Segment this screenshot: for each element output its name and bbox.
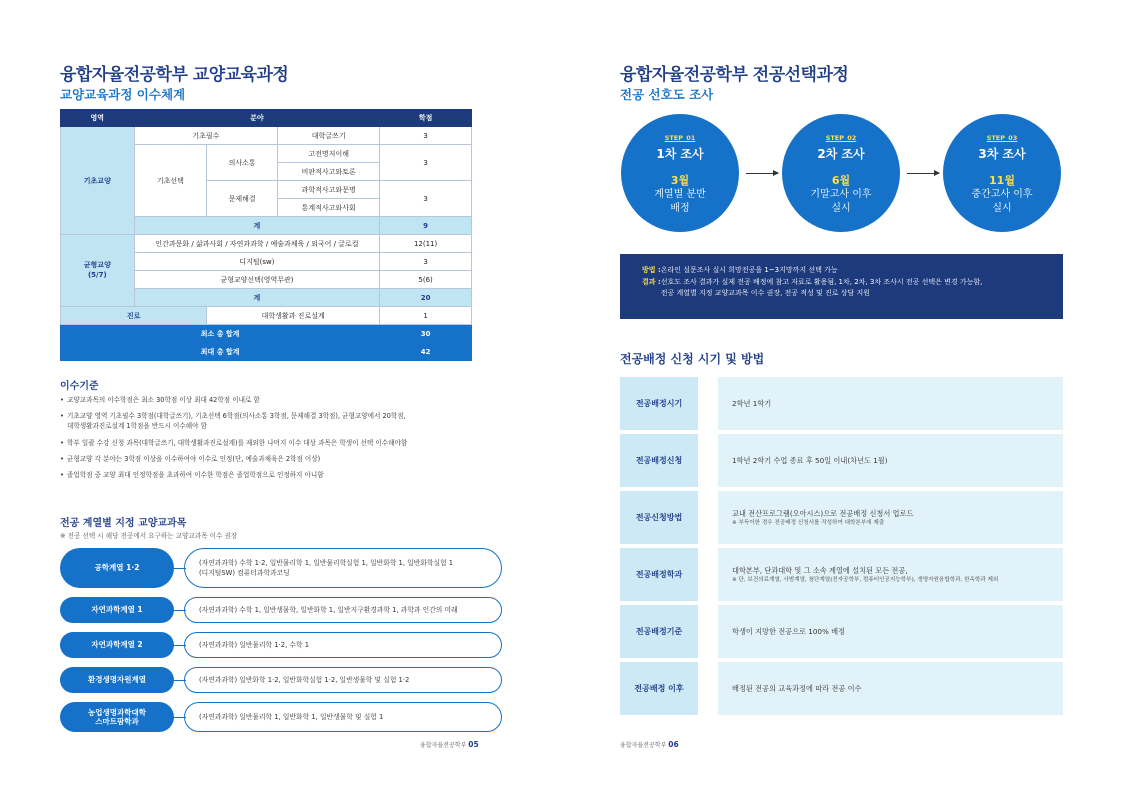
apply-value-text: 학생이 지망한 전공으로 100% 배정 <box>732 626 846 636</box>
right-page-title: 융합자율전공학부 전공선택과정 <box>620 65 849 85</box>
credit-communication: 3 <box>380 145 472 181</box>
apply-row-application <box>620 434 1063 487</box>
step-label: STEP_03 <box>986 134 1018 142</box>
min-total-label: 최소 총 합계 <box>61 325 380 343</box>
major-tag: 자연과학계열 1 <box>60 597 174 623</box>
standards-title: 이수기준 <box>60 381 99 392</box>
apply-row-after <box>620 662 1063 715</box>
left-page-title: 융합자율전공학부 교양교육과정 <box>60 65 289 85</box>
list-item: • 기초교양 영역 기초필수 3학점(대학글쓰기), 기초선택 6학점(의사소통 3학점, 문제해결 3학점), 균형교양에서 20학점, 대학생활과진로설계 1학점을 반드시 이수해야 함 <box>60 411 500 431</box>
step-month: 6월 <box>831 174 851 187</box>
apply-value-text: 대학본부, 단과대학 및 그 소속 계열에 설치된 모든 전공, <box>732 565 908 575</box>
footer-label: 융합자율전공학부 <box>420 742 467 749</box>
left-page-footer <box>420 740 479 749</box>
credit-balanced-areas: 12(11) <box>380 235 472 253</box>
method-row <box>642 265 1047 276</box>
area-basic: 기초교양 <box>61 127 135 235</box>
field-basic-elective: 기초선택 <box>134 145 207 217</box>
major-courses: (자연과과학) 수학 1·2, 일반물리학 1, 일반물리학실험 1, 일반화학 1, 일반화학실험 1 (디지털SW) 컴퓨터과학과코딩 <box>184 548 502 588</box>
credit-career: 1 <box>380 307 472 325</box>
left-page-subtitle: 교양교육과정 이수체계 <box>60 87 186 102</box>
result-text: 선호도 조사 결과가 실제 전공 배정에 참고 자료로 활용됨, 1차, 2차, 3차 조사시 전공 선택은 변경 가능함, 전공 계열별 지정 교양교과목 이수 권장, 전공 적성 및 진로 상담 지원 <box>660 277 983 297</box>
table-row <box>61 307 472 325</box>
result-label: 결과 : <box>642 277 661 286</box>
apply-value-text: 배정된 전공의 교육과정에 따라 전공 이수 <box>732 683 862 693</box>
min-total: 30 <box>380 325 472 343</box>
course-statistics: 통계적사고와사회 <box>278 199 380 217</box>
step-month: 3월 <box>670 174 690 187</box>
apply-key: 전공배정학과 <box>620 548 698 601</box>
major-row-engineering <box>60 548 502 588</box>
course-classics: 고전명저이해 <box>278 145 380 163</box>
major-courses-note: ※ 전공 선택 시 해당 전공에서 요구하는 교양교과목 이수 권장 <box>60 532 238 540</box>
apply-value <box>718 434 1063 487</box>
major-tag: 공학계열 1·2 <box>60 548 174 588</box>
footer-label: 융합자율전공학부 <box>620 742 667 749</box>
arrow-icon <box>907 173 939 174</box>
apply-key: 전공배정 이후 <box>620 662 698 715</box>
step-desc: 중간고사 이후 실시 <box>971 189 1033 214</box>
step-label: STEP_02 <box>825 134 857 142</box>
balanced-subtotal: 20 <box>380 289 472 307</box>
field-career: 대학생활과 진로설계 <box>207 307 380 325</box>
field-basic-required: 기초필수 <box>134 127 278 145</box>
table-row <box>61 343 472 361</box>
major-tag: 자연과학계열 2 <box>60 632 174 658</box>
field-communication: 의사소통 <box>207 145 278 181</box>
table-row <box>61 127 472 145</box>
apply-row-criteria <box>620 605 1063 658</box>
course-science: 과학적사고와문명 <box>278 181 380 199</box>
step-month: 11월 <box>989 174 1015 187</box>
major-courses: (자연과과학) 일반화학 1·2, 일반화학실험 1·2, 일반생물학 및 실험 1·2 <box>184 667 502 693</box>
basic-subtotal-label: 계 <box>134 217 380 235</box>
field-balanced-areas: 인간과문화 / 삶과사회 / 자연과과학 / 예술과체육 / 외국어 / 글로컬 <box>134 235 380 253</box>
credit-writing: 3 <box>380 127 472 145</box>
table-row <box>61 235 472 253</box>
apply-row-department <box>620 548 1063 601</box>
apply-value-note: ※ 단, 보건의료계열, 사범계열, 첨단계열(전자공학부, 컴퓨터인공지능학부), 생명자원융합학과, 한옥학과 제외 <box>732 576 999 583</box>
apply-value-note: ※ 부득이한 경우 전공배정 신청서를 작성하여 대학본부에 제출 <box>732 519 885 526</box>
major-courses: (자연과과학) 일반물리학 1, 일반화학 1, 일반생물학 및 실험 1 <box>184 702 502 732</box>
field-balanced-elective: 균형교양선택(영역무관) <box>134 271 380 289</box>
course-critical: 비판적사고와토론 <box>278 163 380 181</box>
step-desc: 기말고사 이후 실시 <box>810 189 872 214</box>
field-digital: 디지털(sw) <box>134 253 380 271</box>
credit-balanced-elective: 5(6) <box>380 271 472 289</box>
major-tag: 농업생명과학대학 스마트팜학과 <box>60 702 174 732</box>
apply-value <box>718 548 1063 601</box>
right-page-footer <box>620 740 679 749</box>
max-total-label: 최대 총 합계 <box>61 343 380 361</box>
right-page-subtitle: 전공 선호도 조사 <box>620 87 714 102</box>
apply-value <box>718 605 1063 658</box>
field-problem-solving: 문제해결 <box>207 181 278 217</box>
method-text: 온라인 설문조사 실시 희망전공을 1~3지망까지 선택 가능 <box>660 266 838 274</box>
step-circle-1 <box>621 114 739 232</box>
apply-value <box>718 491 1063 544</box>
standards-list <box>60 395 500 486</box>
major-courses: (자연과과학) 일반물리학 1·2, 수학 1 <box>184 632 502 658</box>
course-writing: 대학글쓰기 <box>278 127 380 145</box>
table-header-row <box>61 110 472 127</box>
major-row-smart-farm <box>60 702 502 732</box>
apply-row-period <box>620 377 1063 430</box>
apply-key: 전공배정기준 <box>620 605 698 658</box>
apply-value <box>718 662 1063 715</box>
step-circle-2 <box>782 114 900 232</box>
major-row-natural-science-1 <box>60 597 502 623</box>
page-number: 05 <box>468 740 479 749</box>
apply-key: 전공신청방법 <box>620 491 698 544</box>
result-row <box>642 277 1047 299</box>
curriculum-table <box>60 109 472 361</box>
apply-value-text: 2학년 1학기 <box>732 398 772 408</box>
step-name: 3차 조사 <box>978 147 1026 161</box>
max-total: 42 <box>380 343 472 361</box>
major-tag: 환경생명자원계열 <box>60 667 174 693</box>
balanced-subtotal-label: 계 <box>134 289 380 307</box>
page-number: 06 <box>668 740 679 749</box>
apply-key: 전공배정신청 <box>620 434 698 487</box>
basic-subtotal: 9 <box>380 217 472 235</box>
credit-digital: 3 <box>380 253 472 271</box>
header-area: 영역 <box>61 110 135 127</box>
table-row <box>61 325 472 343</box>
step-name: 2차 조사 <box>817 147 865 161</box>
arrow-icon <box>746 173 778 174</box>
method-result-box <box>620 254 1063 319</box>
apply-value-text: 1학년 2학기 수업 종료 후 50일 이내(차년도 1월) <box>732 455 888 465</box>
step-circle-3 <box>943 114 1061 232</box>
method-label: 방법 : <box>642 266 661 274</box>
header-field: 분야 <box>134 110 380 127</box>
step-name: 1차 조사 <box>656 147 704 161</box>
apply-row-method <box>620 491 1063 544</box>
area-career: 진로 <box>61 307 207 325</box>
apply-title: 전공배정 신청 시기 및 방법 <box>620 352 765 366</box>
list-item: • 학부 일괄 수강 신청 과목(대학글쓰기, 대학생활과진로설계)를 제외한 나머지 이수 대상 과목은 학생이 선택 이수해야함 <box>60 438 500 448</box>
apply-key: 전공배정시기 <box>620 377 698 430</box>
apply-value <box>718 377 1063 430</box>
credit-problem-solving: 3 <box>380 181 472 217</box>
header-credit: 학점 <box>380 110 472 127</box>
list-item: • 졸업학점 중 교양 최대 인정학점을 초과하여 이수한 학점은 졸업학점으로 인정하지 아니함 <box>60 470 500 480</box>
major-row-environment <box>60 667 502 693</box>
list-item: • 균형교양 각 분야는 3학점 이상을 이수하여야 이수로 인정(단, 예술과체육은 2학점 이상) <box>60 454 500 464</box>
apply-value-text: 교내 전산프로그램(오아시스)으로 전공배정 신청서 업로드 <box>732 508 914 518</box>
major-courses: (자연과과학) 수학 1, 일반생물학, 일반화학 1, 일반지구환경과학 1, 과학과 인간의 미래 <box>184 597 502 623</box>
area-balanced: 균형교양 (5/7) <box>61 235 135 307</box>
list-item: • 교양교과목의 이수학점은 최소 30학점 이상 최대 42학점 이내로 함 <box>60 395 500 405</box>
major-courses-title: 전공 계열별 지정 교양교과목 <box>60 518 187 529</box>
step-label: STEP_01 <box>664 134 696 142</box>
step-desc: 계열별 분반 배정 <box>654 189 706 214</box>
major-row-natural-science-2 <box>60 632 502 658</box>
